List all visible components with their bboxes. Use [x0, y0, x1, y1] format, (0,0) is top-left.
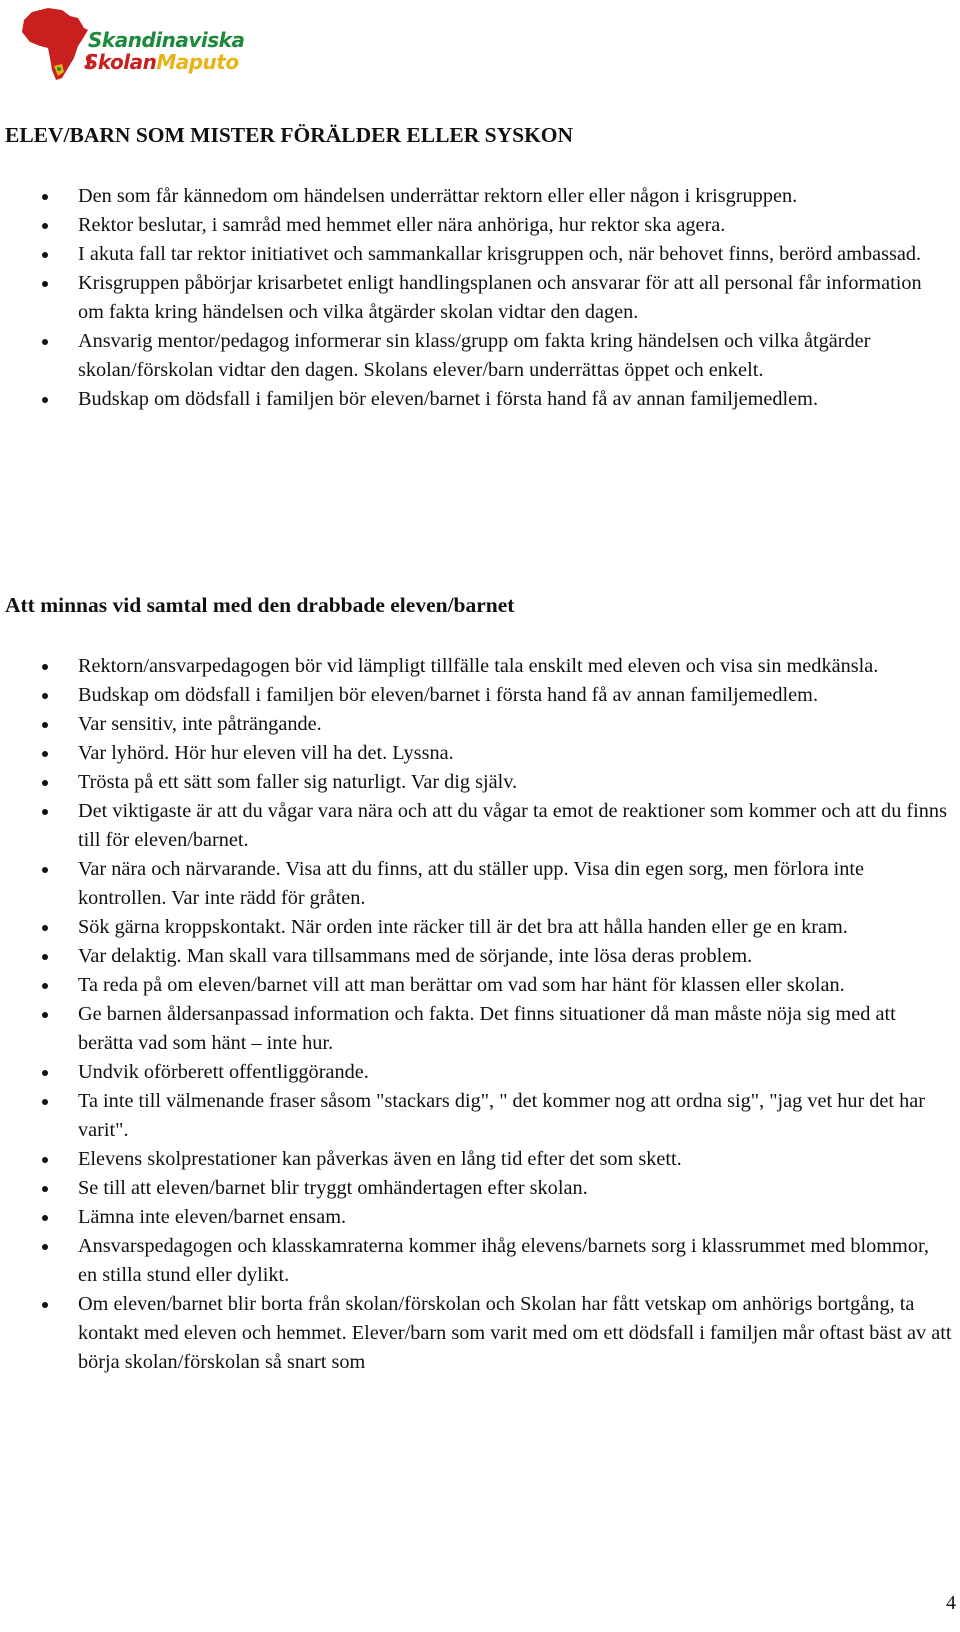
list-item: Ta inte till välmenande fraser såsom "stackars dig", " det kommer nog att ordna sig", "jag vet hur det har varit".	[0, 1087, 960, 1145]
list-item: Var lyhörd. Hör hur eleven vill ha det. Lyssna.	[0, 739, 960, 768]
list-item: Budskap om dödsfall i familjen bör eleven/barnet i första hand få av annan familjemedlem.	[0, 385, 960, 414]
bullet-icon	[42, 1244, 48, 1250]
list-item: Lämna inte eleven/barnet ensam.	[0, 1203, 960, 1232]
bullet-icon	[42, 1157, 48, 1163]
logo-text-maputo: Maputo	[156, 50, 239, 74]
bullet-icon	[42, 1186, 48, 1192]
bullet-icon	[42, 339, 48, 345]
list-item: Ge barnen åldersanpassad information och fakta. Det finns situationer då man måste nöja sig med att berätta vad som hänt – inte hur.	[0, 1000, 960, 1058]
section2-heading: Att minnas vid samtal med den drabbade eleven/barnet	[5, 593, 515, 617]
list-item: Se till att eleven/barnet blir tryggt omhändertagen efter skolan.	[0, 1174, 960, 1203]
bullet-icon	[42, 223, 48, 229]
bullet-icon	[42, 867, 48, 873]
list-item: Budskap om dödsfall i familjen bör eleven/barnet i första hand få av annan familjemedlem.	[0, 681, 960, 710]
bullet-icon	[42, 1012, 48, 1018]
bullet-icon	[42, 954, 48, 960]
bullet-icon	[42, 809, 48, 815]
bullet-icon	[42, 722, 48, 728]
section1-list	[0, 182, 960, 414]
list-item: Krisgruppen påbörjar krisarbetet enligt handlingsplanen och ansvarar för att all personal får information om fakta kring händelsen och vilka åtgärder skolan vidtar den dagen.	[0, 269, 960, 327]
list-item: Det viktigaste är att du vågar vara nära och att du vågar ta emot de reaktioner som kommer och att du finns till för eleven/barnet.	[0, 797, 960, 855]
logo-text-line2	[84, 50, 239, 74]
bullet-icon	[42, 693, 48, 699]
bullet-icon	[42, 780, 48, 786]
bullet-icon	[42, 751, 48, 757]
page-number: 4	[946, 1592, 956, 1614]
list-item: Elevens skolprestationer kan påverkas även en lång tid efter det som skett.	[0, 1145, 960, 1174]
section2-list	[0, 652, 960, 1377]
list-item: Rektor beslutar, i samråd med hemmet eller nära anhöriga, hur rektor ska agera.	[0, 211, 960, 240]
bullet-icon	[42, 1070, 48, 1076]
bullet-icon	[42, 1215, 48, 1221]
bullet-icon	[42, 925, 48, 931]
list-item: Var delaktig. Man skall vara tillsammans med de sörjande, inte lösa deras problem.	[0, 942, 960, 971]
list-item: Undvik oförberett offentliggörande.	[0, 1058, 960, 1087]
list-item: Var nära och närvarande. Visa att du finns, att du ställer upp. Visa din egen sorg, men förlora inte kontrollen. Var inte rädd för gråten.	[0, 855, 960, 913]
list-item: Var sensitiv, inte påträngande.	[0, 710, 960, 739]
bullet-icon	[42, 1099, 48, 1105]
list-item: Rektorn/ansvarpedagogen bör vid lämpligt tillfälle tala enskilt med eleven och visa sin medkänsla.	[0, 652, 960, 681]
bullet-icon	[42, 1302, 48, 1308]
list-item: I akuta fall tar rektor initiativet och sammankallar krisgruppen och, när behovet finns, berörd ambassad.	[0, 240, 960, 269]
bullet-icon	[42, 664, 48, 670]
school-logo	[18, 6, 250, 82]
logo-text-skolan: Skolan	[84, 50, 157, 74]
list-item: Ansvarig mentor/pedagog informerar sin klass/grupp om fakta kring händelsen och vilka åtgärder skolan/förskolan vidtar den dagen. Skolans elever/barn underrättas öppet och enkelt.	[0, 327, 960, 385]
list-item: Sök gärna kroppskontakt. När orden inte räcker till är det bra att hålla handen eller ge en kram.	[0, 913, 960, 942]
logo-text-line1: Skandinaviska	[88, 28, 245, 52]
bullet-icon	[42, 397, 48, 403]
bullet-icon	[42, 983, 48, 989]
list-item: Ansvarspedagogen och klasskamraterna kommer ihåg elevens/barnets sorg i klassrummet med blommor, en stilla stund eller dylikt.	[0, 1232, 960, 1290]
bullet-icon	[42, 281, 48, 287]
section1-heading: ELEV/BARN SOM MISTER FÖRÄLDER ELLER SYSKON	[5, 123, 574, 147]
list-item: Trösta på ett sätt som faller sig naturligt. Var dig själv.	[0, 768, 960, 797]
bullet-icon	[42, 252, 48, 258]
bullet-icon	[42, 194, 48, 200]
list-item: Den som får kännedom om händelsen underrättar rektorn eller eller någon i krisgruppen.	[0, 182, 960, 211]
list-item: Om eleven/barnet blir borta från skolan/förskolan och Skolan har fått vetskap om anhörigs bortgång, ta kontakt med eleven och hemmet. Elever/barn som varit med om ett dödsfall i familjen mår oftast bäst av att börja skolan/förskolan så snart som	[0, 1290, 960, 1377]
list-item: Ta reda på om eleven/barnet vill att man berättar om vad som har hänt för klassen eller skolan.	[0, 971, 960, 1000]
